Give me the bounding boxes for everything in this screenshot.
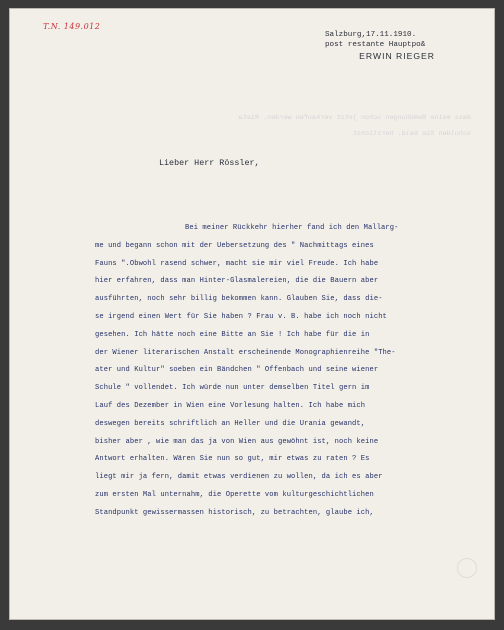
ghost-line: schulden Sie bald. herzlichst (352, 130, 471, 138)
letter-header (325, 30, 465, 61)
body-line: ater und Kultur" soeben ein Bändchen " Offenbach und seine wiener (95, 366, 379, 375)
body-line: hier erfahren, dass man Hinter-Glasmalereien, die die Bauern aber (95, 277, 379, 286)
place-date: Salzburg,17.11.1910. (325, 31, 417, 39)
postal-address: post restante Hauptpo& (325, 41, 426, 49)
body-line: der Wiener literarischen Anstalt erscheinende Monographienreihe "The- (95, 348, 396, 357)
body-line: Bei meiner Rückkehr hierher fand ich den Mallarg- (185, 224, 399, 232)
body-line: Antwort erhalten. Wären Sie nun so gut, mir etwas zu raten ? Es (95, 455, 370, 464)
body-line: deswegen bereits schriftlich an Heller und die Urania gewandt, (95, 419, 366, 428)
body-line: liegt mir ja fern, damit etwas verdienen zu wollen, da ich es aber (95, 473, 383, 482)
archive-reference-mark: T.N. 149.012 (43, 22, 101, 31)
embossed-stamp-mark (457, 558, 477, 578)
body-line: Schule " vollendet. Ich würde nun unter demselben Titel gern im (95, 384, 370, 393)
ghost-line: dass meine Bemühungen schon jetzt verkaufen werden. Rieta (238, 114, 471, 122)
salutation: Lieber Herr Rössler, (159, 158, 260, 168)
body-line: Standpunkt gewissermassen historisch, zu betrachten, glaube ich, (95, 508, 374, 517)
body-line: gesehen. Ich hätte noch eine Bitte an Sie ! Ich habe für die in (95, 330, 370, 339)
body-line: Lauf des Dezember in Wien eine Vorlesung halten. Ich habe mich (95, 401, 366, 410)
letter-page (9, 8, 495, 620)
body-line: se irgend einen Wert für Sie haben ? Frau v. B. habe ich noch nicht (95, 312, 387, 321)
body-line: ausführten, noch sehr billig bekommen kann. Glauben Sie, dass die- (95, 295, 383, 304)
letter-body (95, 220, 435, 523)
body-line: zum ersten Mal unternahm, die Operette vom kulturgeschichtlichen (95, 490, 374, 499)
body-line: bisher aber , wie man das ja von Wien aus gewöhnt ist, noch keine (95, 437, 379, 446)
body-line: me und begann schon mit der Uebersetzung des " Nachmittags eines (95, 241, 374, 250)
sender-name: ERWIN RIEGER (359, 51, 435, 61)
body-line: Fauns ".Obwohl rasend schwer, macht sie mir viel Freude. Ich habe (95, 259, 379, 268)
show-through-text (211, 110, 471, 142)
